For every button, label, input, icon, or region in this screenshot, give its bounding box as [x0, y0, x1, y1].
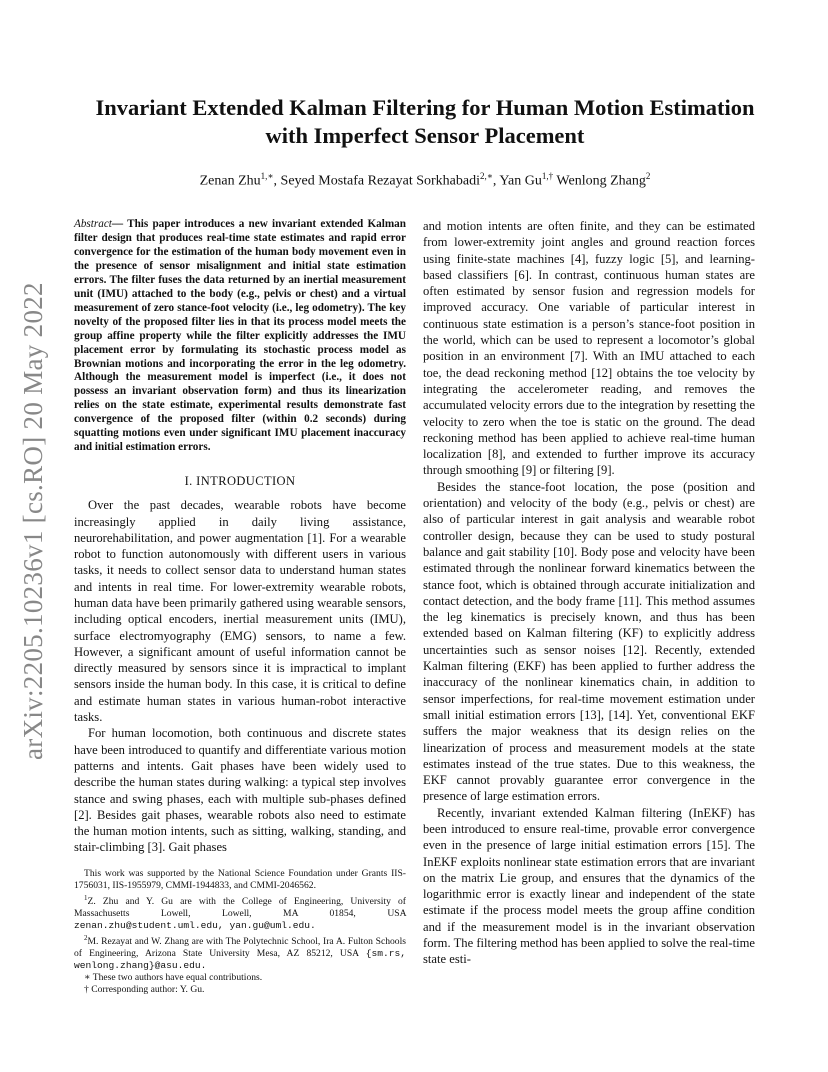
abstract-label: Abstract [74, 218, 112, 230]
footnote-2-email: {sm.rs, wenlong.zhang}@asu.edu. [74, 948, 406, 972]
paper-title [60, 94, 790, 150]
footnote-affiliation-1 [74, 892, 406, 932]
author-list: Zenan Zhu$^{1,∗}$, Seyed Mostafa Rezayat Sorkhabadi$^{2,∗}$, Yan $Gu^{1,\dagger}$ Wenlong Zhang$^2$ [199, 171, 651, 189]
author-3-affil: 1,† [541, 171, 554, 181]
footnotes [74, 868, 406, 996]
footnote-equal-contribution: ∗ These two authors have equal contributions. [84, 972, 263, 984]
footnote-corresponding-author: † Corresponding author: Y. Gu. [84, 984, 205, 996]
author-1-affil: 1,∗ [260, 171, 274, 181]
author-4: Wenlong Zhang [556, 173, 646, 189]
abstract-text: This paper introduces a new invariant extended Kalman filter design that produces real-time state estimates and rapid error convergence for the estimation of the human body movement even in the presence of sensor misalignment and initial state estimation errors. The filter fuses the data returned by an inertial measurement unit (IMU) attached to the body (e.g., pelvis or chest) and a virtual measurement of zero stance-foot velocity (i.e., leg odometry). The key novelty of the proposed filter lies in that its process model meets the group affine property while the filter explicitly addresses the IMU placement error by formulating its stochastic process model as Brownian motions and incorporating the error in the leg odometry. Although the measurement model is imperfect (i.e., it does not possess an invariant observation form) and thus its linearization relies on the state estimate, experimental results demonstrate fast convergence of the proposed filter (within 0.2 seconds) during squatting motions even under significant IMU placement inaccuracy and initial estimation errors. [74, 218, 406, 454]
intro-paragraph-1: Over the past decades, wearable robots have become increasingly applied in daily living assistance, neurorehabilitation, and power augmentation [1]. For a wearable robot to function autonomously with different users in various tasks, it needs to collect sensor data to understand human states and intents in real time. For lower-extremity wearable robots, human data have been primarily gathered using wearable sensors, including optical encoders, inertial measurement units (IMU), surface electromyography (EMG) sensors, to name a few. However, a significant amount of useful information cannot be directly measured by sensors since it is impractical to implant sensors inside the human body. In this case, it is critical to define and estimate human states in various human-robot interactive tasks. [74, 498, 406, 725]
left-column [74, 218, 406, 856]
footnote-affiliation-2 [74, 932, 406, 972]
right-column [423, 218, 755, 968]
author-2: Seyed Mostafa Rezayat Sorkhabadi [280, 173, 480, 189]
intro-paragraph-3: and motion intents are often finite, and they can be estimated from lower-extremity joint angles and ground reaction forces using finite-state machines [4], fuzzy logic [5], and learning-based classifiers [6]. In contrast, continuous human states are often estimated by sensor fusion and regression models for improved accuracy. One variable of particular interest in continuous state estimation is a person’s stance-foot position in the world, which can be used to represent a locomotor’s global position in an environment [7]. With an IMU attached to each toe, the dead reckoning method [12] obtains the toe velocity by integrating the accelerometer reading, and removes the accumulated velocity errors due to the integration by resetting the velocity to zero when the toe is static on the ground. The dead reckoning method has been applied to achieve real-time human localization [8], and extended to further improve its accuracy through smoothing [9] or filtering [9]. [423, 219, 755, 478]
intro-paragraph-2: For human locomotion, both continuous and discrete states have been introduced to quantify and differentiate various motion patterns and intents. Gait phases have been widely used to describe the human states during walking: a typical step involves stance and swing phases, each with multiple sub-phases defined [2]. Besides gait phases, wearable robots also need to estimate the human motion intents, such as sitting, walking, standing, and stair-climbing [3]. Gait phases [74, 726, 406, 855]
footnote-1-text: Z. Zhu and Y. Gu are with the College of Engineering, University of Massachusetts Lowell, Lowell, MA 01854, USA [74, 896, 406, 920]
arxiv-watermark: arXiv:2205.10236v1 [cs.RO] 20 May 2022 [18, 282, 48, 760]
footnote-1-marker: 1 [84, 894, 88, 902]
intro-paragraph-5: Recently, invariant extended Kalman filtering (InEKF) has been introduced to ensure real-time, provable error convergence even in the presence of large initial estimation errors [15]. The InEKF exploits nonlinear state estimation errors that are invariant on the matrix Lie group, and ensures that the dynamics of the logarithmic error is exactly linear and independent of the state estimate if the process model meets the group affine condition and if the measurement model is in the invariant observation form. The filtering method has been applied to solve the real-time state esti- [423, 805, 755, 967]
author-1: Zenan Zhu [199, 173, 261, 189]
abstract [74, 218, 406, 455]
title-line-2: with Imperfect Sensor Placement [265, 123, 585, 148]
footnote-funding: This work was supported by the National Science Foundation under Grants IIS-1756031, IIS-1955979, CMMI-1944833, and CMMI-2046562. [74, 868, 406, 891]
footnote-2-text: M. Rezayat and W. Zhang are with The Polytechnic School, Ira A. Fulton Schools of Engineering, Arizona State University Mesa, AZ 85212, USA [74, 936, 406, 960]
intro-paragraph-4: Besides the stance-foot location, the pose (position and orientation) and velocity of the body (e.g., pelvis or chest) are also of particular interest in gait analysis and wearable robot controller design, because they can be used to study postural balance and gait stability [10]. Body pose and velocity have been estimated through the nonlinear forward kinematics between the stance foot, which is obtained through accurate initialization and contact detection, and the body frame [11]. This method assumes the leg kinematics is precisely known, and thus has been extended based on Kalman filtering (KF) to explicitly address uncertainties such as sensor noises [12]. Recently, extended Kalman filtering (EKF) has been applied to further address the inaccuracy of the nonlinear kinematics chain, in addition to sensor imperfections, for real-time movement estimation under small initial estimation errors [13], [14]. Yet, conventional EKF suffers the major weakness that its design relies on the linearization of process and measurement models at the state estimates instead of the true states. Due to this weakness, the EKF cannot provably guarantee error convergence in the presence of large estimation errors. [423, 479, 755, 804]
section-heading-introduction: I. INTRODUCTION [184, 474, 296, 489]
footnote-2-marker: 2 [84, 934, 88, 943]
author-2-affil: 2,∗ [479, 171, 493, 181]
abstract-dash: — [111, 218, 128, 230]
author-4-affil: 2 [645, 171, 651, 181]
author-3: Yan Gu [499, 173, 542, 189]
footnote-1-email: zenan.zhu@student.uml.edu, yan.gu@uml.edu. [74, 920, 316, 932]
title-line-1: Invariant Extended Kalman Filtering for Human Motion Estimation [95, 95, 755, 120]
